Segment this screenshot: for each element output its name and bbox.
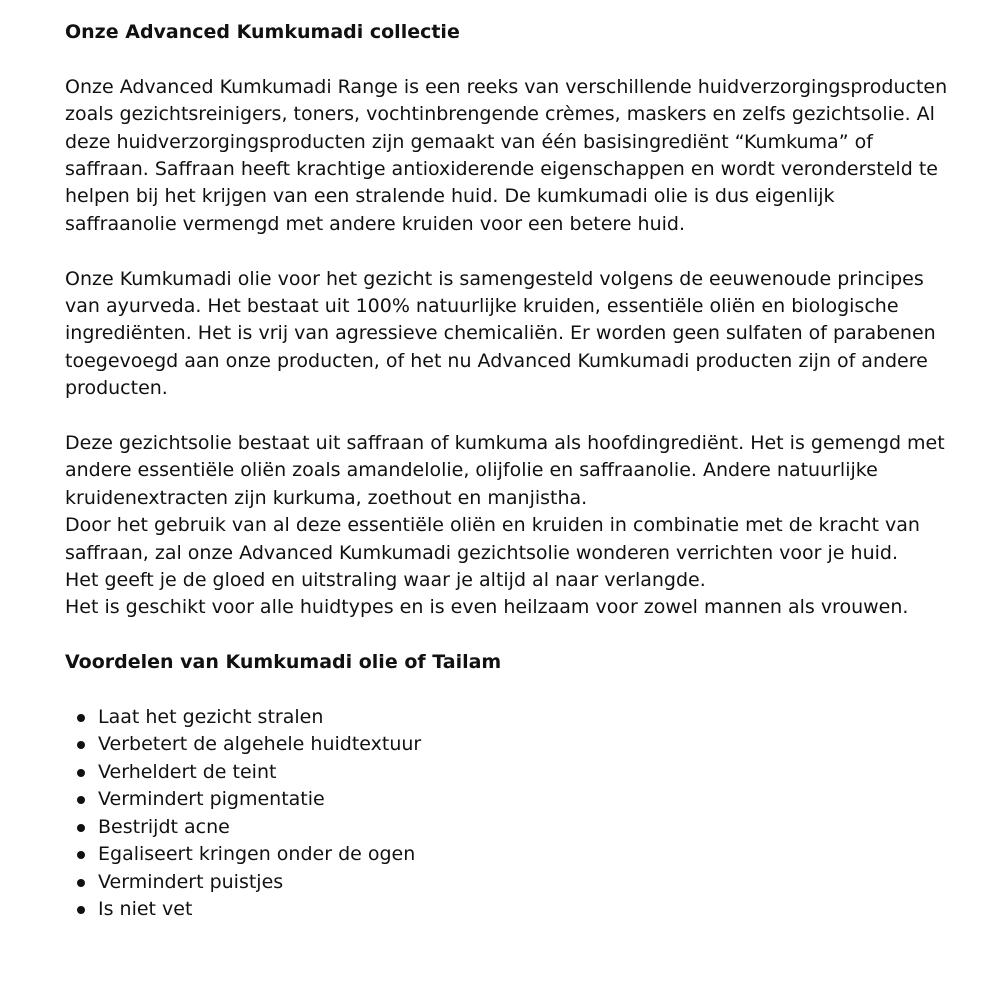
bullet-icon <box>77 906 85 914</box>
list-item <box>65 759 950 786</box>
bullet-icon <box>77 824 85 832</box>
list-item <box>65 814 950 841</box>
bullet-icon <box>77 741 85 749</box>
section-title-collection: Onze Advanced Kumkumadi collectie <box>65 21 460 43</box>
spacer <box>65 622 950 649</box>
list-item-text: Verbetert de algehele huidtextuur <box>98 733 422 756</box>
list-item-text: Bestrijdt acne <box>98 815 230 838</box>
paragraph-combination: Door het gebruik van al deze essentiële oliën en kruiden in combinatie met de kracht van saffraan, zal onze Advanced Kumkumadi gezichtsolie wonderen verrichten voor je huid. <box>65 514 920 564</box>
bullet-icon <box>77 796 85 804</box>
bullet-icon <box>77 851 85 859</box>
paragraph-skin-types: Het is geschikt voor alle huidtypes en is even heilzaam voor zowel mannen als vrouwen. <box>65 596 909 619</box>
list-item-text: Is niet vet <box>98 897 193 920</box>
article <box>65 19 950 923</box>
list-item-text: Verheldert de teint <box>98 760 277 783</box>
list-item <box>65 869 950 896</box>
list-item-text: Vermindert pigmentatie <box>98 788 325 811</box>
bullet-icon <box>77 714 85 722</box>
paragraph-ingredients: Deze gezichtsolie bestaat uit saffraan of kumkuma als hoofdingrediënt. Het is gemengd met andere essentiële oliën zoals amandelolie, olijfolie en saffraanolie. Andere natuurlijke kruidenextracten zijn kurkuma, zoethout en manjistha. <box>65 432 945 509</box>
list-item-text: Egaliseert kringen onder de ogen <box>98 843 416 866</box>
list-item <box>65 841 950 868</box>
bullet-icon <box>77 879 85 887</box>
list-item <box>65 786 950 813</box>
section-title-benefits: Voordelen van Kumkumadi olie of Tailam <box>65 651 502 674</box>
list-item-text: Vermindert puistjes <box>98 870 284 893</box>
paragraph-intro: Onze Advanced Kumkumadi Range is een reeks van verschillende huidverzorgingsproducten zoals gezichtsreinigers, toners, vochtinbrengende crèmes, maskers en zelfs gezichtsolie. Al deze huidverzorgingsproducten zijn gemaakt van één basisingrediënt “Kumkuma” of saffraan. Saffraan heeft krachtige antioxiderende eigenschappen en wordt verondersteld te helpen bij het krijgen van een stralende huid. De kumkumadi olie is dus eigenlijk saffraanolie vermengd met andere kruiden voor een betere huid. <box>65 75 948 235</box>
list-item <box>65 731 950 758</box>
spacer <box>65 238 950 265</box>
spacer <box>65 403 950 430</box>
paragraph-glow: Het geeft je de gloed en uitstraling waar je altijd al naar verlangde. <box>65 569 706 592</box>
spacer <box>65 677 950 704</box>
spacer <box>65 46 950 73</box>
bullet-icon <box>77 769 85 777</box>
list-item <box>65 896 950 923</box>
list-item-text: Laat het gezicht stralen <box>98 706 324 729</box>
list-item <box>65 704 950 731</box>
benefits-list <box>65 704 950 923</box>
paragraph-ayurveda: Onze Kumkumadi olie voor het gezicht is samengesteld volgens de eeuwenoude principes van ayurveda. Het bestaat uit 100% natuurlijke kruiden, essentiële oliën en biologische ingrediënten. Het is vrij van agressieve chemicaliën. Er worden geen sulfaten of parabenen toegevoegd aan onze producten, of het nu Advanced Kumkumadi producten zijn of andere producten. <box>65 267 936 400</box>
